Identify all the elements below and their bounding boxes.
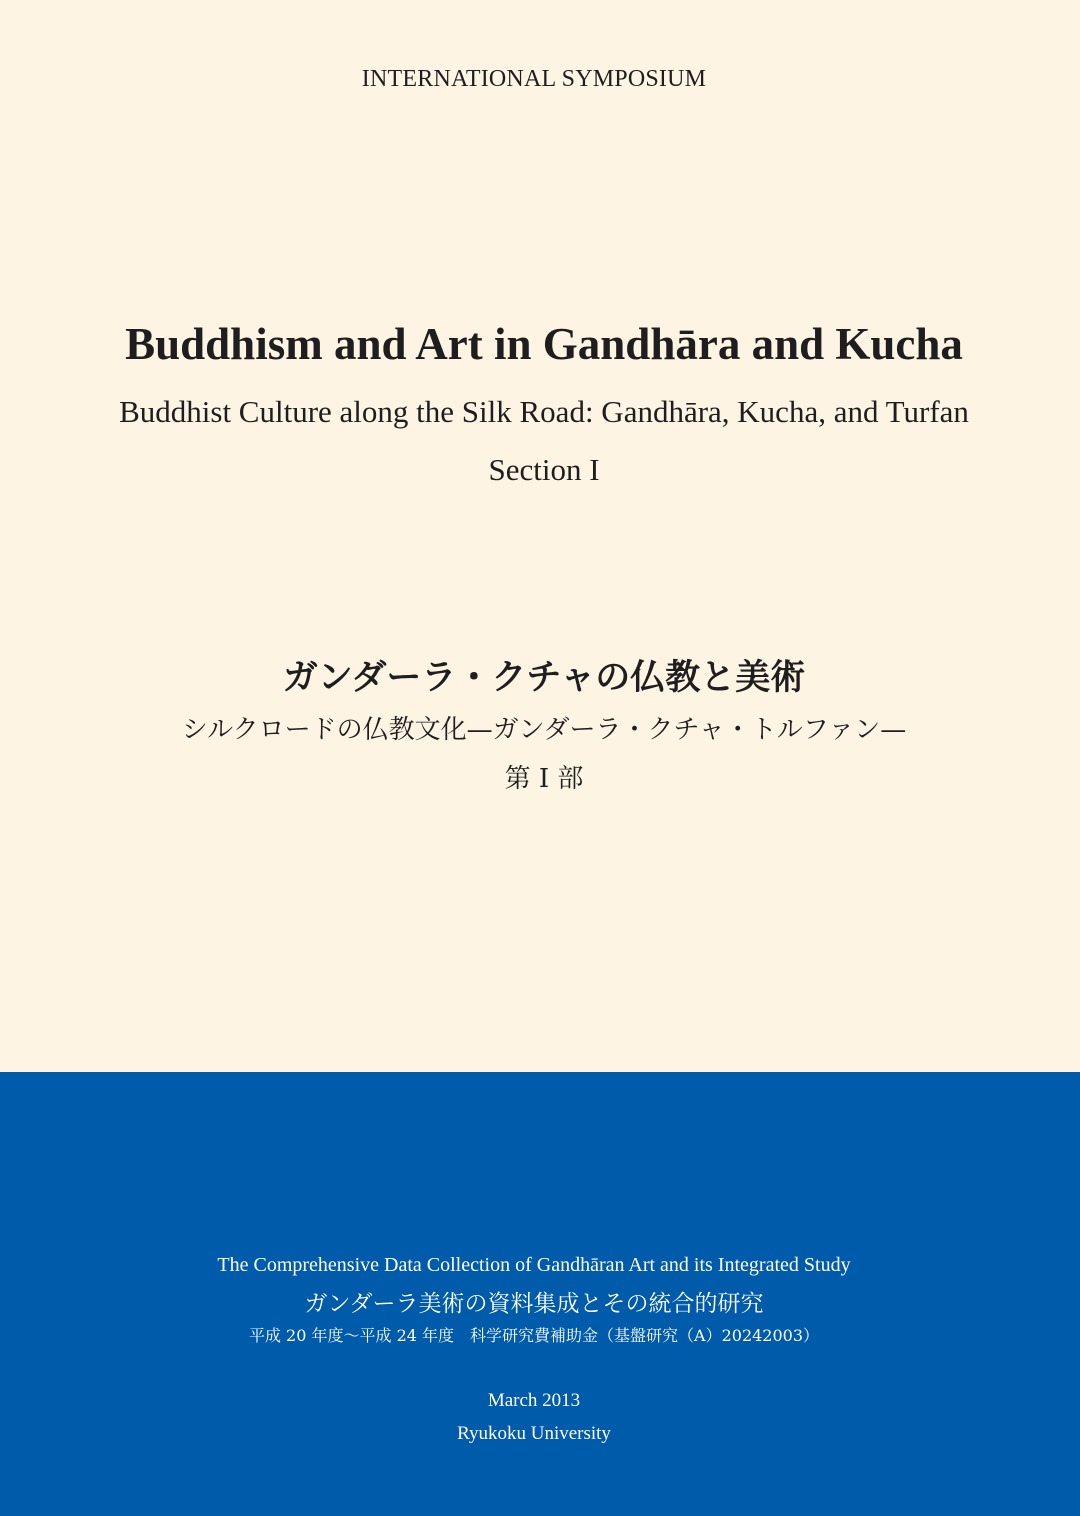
series-label: INTERNATIONAL SYMPOSIUM: [361, 66, 707, 92]
publication-date: March 2013: [487, 1390, 581, 1411]
project-title-japanese: ガンダーラ美術の資料集成とその統合的研究: [304, 1291, 764, 1317]
japanese-title: ガンダーラ・クチャの仏教と美術: [282, 657, 806, 698]
english-section: Section I: [488, 452, 600, 487]
english-title: Buddhism and Art in Gandhāra and Kucha: [125, 319, 963, 369]
cover-blue-band: [0, 1072, 1080, 1516]
publisher: Ryukoku University: [457, 1423, 611, 1444]
japanese-section: 第 I 部: [504, 764, 584, 794]
english-subtitle: Buddhist Culture along the Silk Road: Gandhāra, Kucha, and Turfan: [119, 394, 969, 429]
japanese-subtitle: シルクロードの仏教文化—ガンダーラ・クチャ・トルファン—: [181, 715, 907, 745]
grant-info: 平成 20 年度〜平成 24 年度 科学研究費補助金（基盤研究（A）20242003）: [248, 1326, 820, 1345]
project-title-english: The Comprehensive Data Collection of Gandhāran Art and its Integrated Study: [217, 1254, 851, 1276]
